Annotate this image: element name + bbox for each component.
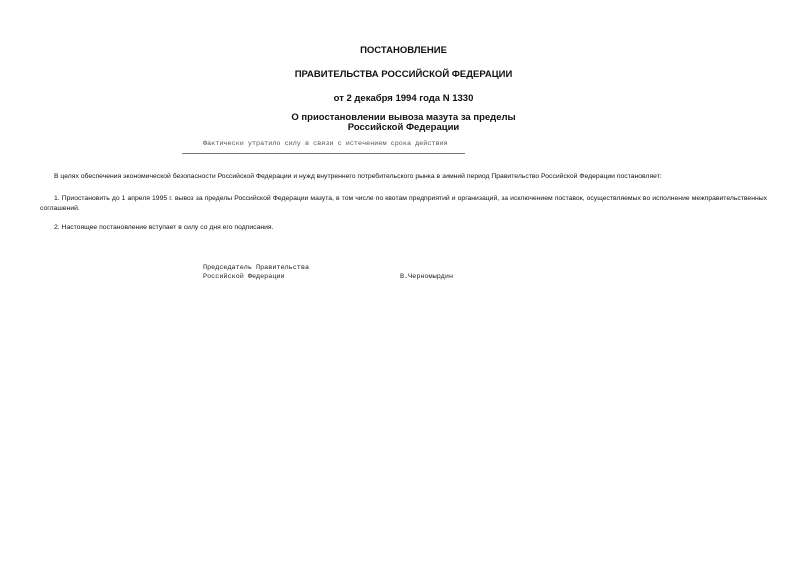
document-subject-line2: Российской Федерации bbox=[347, 122, 460, 133]
preamble-paragraph: В целях обеспечения экономической безопасности Российской Федерации и нужд внутреннего потребительского рынка в зимний период Правительство Российской Федерации постановляет: bbox=[54, 173, 662, 180]
document-type-title: ПОСТАНОВЛЕНИЕ bbox=[360, 45, 447, 56]
clause-2-paragraph: 2. Настоящее постановление вступает в силу со дня его подписания. bbox=[54, 224, 274, 231]
clause-1-paragraph: 1. Приостановить до 1 апреля 1995 г. вывоз за пределы Российской Федерации мазута, в том числе по квотам предприятий и организаций, за исключением поставок, осуществляемых во исполнение межправительственных соглашений. bbox=[40, 195, 767, 212]
document-subject-line1: О приостановлении вывоза мазута за пределы bbox=[291, 112, 516, 123]
status-divider bbox=[182, 153, 465, 154]
signatory-position-line2: Российской Федерации bbox=[203, 273, 285, 281]
status-note: Фактически утратило силу в связи с истечением срока действия bbox=[203, 140, 448, 148]
signatory-position-line1: Председатель Правительства bbox=[203, 264, 310, 272]
signatory-name: В.Черномырдин bbox=[400, 273, 454, 281]
document-issuer: ПРАВИТЕЛЬСТВА РОССИЙСКОЙ ФЕДЕРАЦИИ bbox=[294, 69, 513, 80]
document-date-number: от 2 декабря 1994 года N 1330 bbox=[333, 93, 474, 104]
